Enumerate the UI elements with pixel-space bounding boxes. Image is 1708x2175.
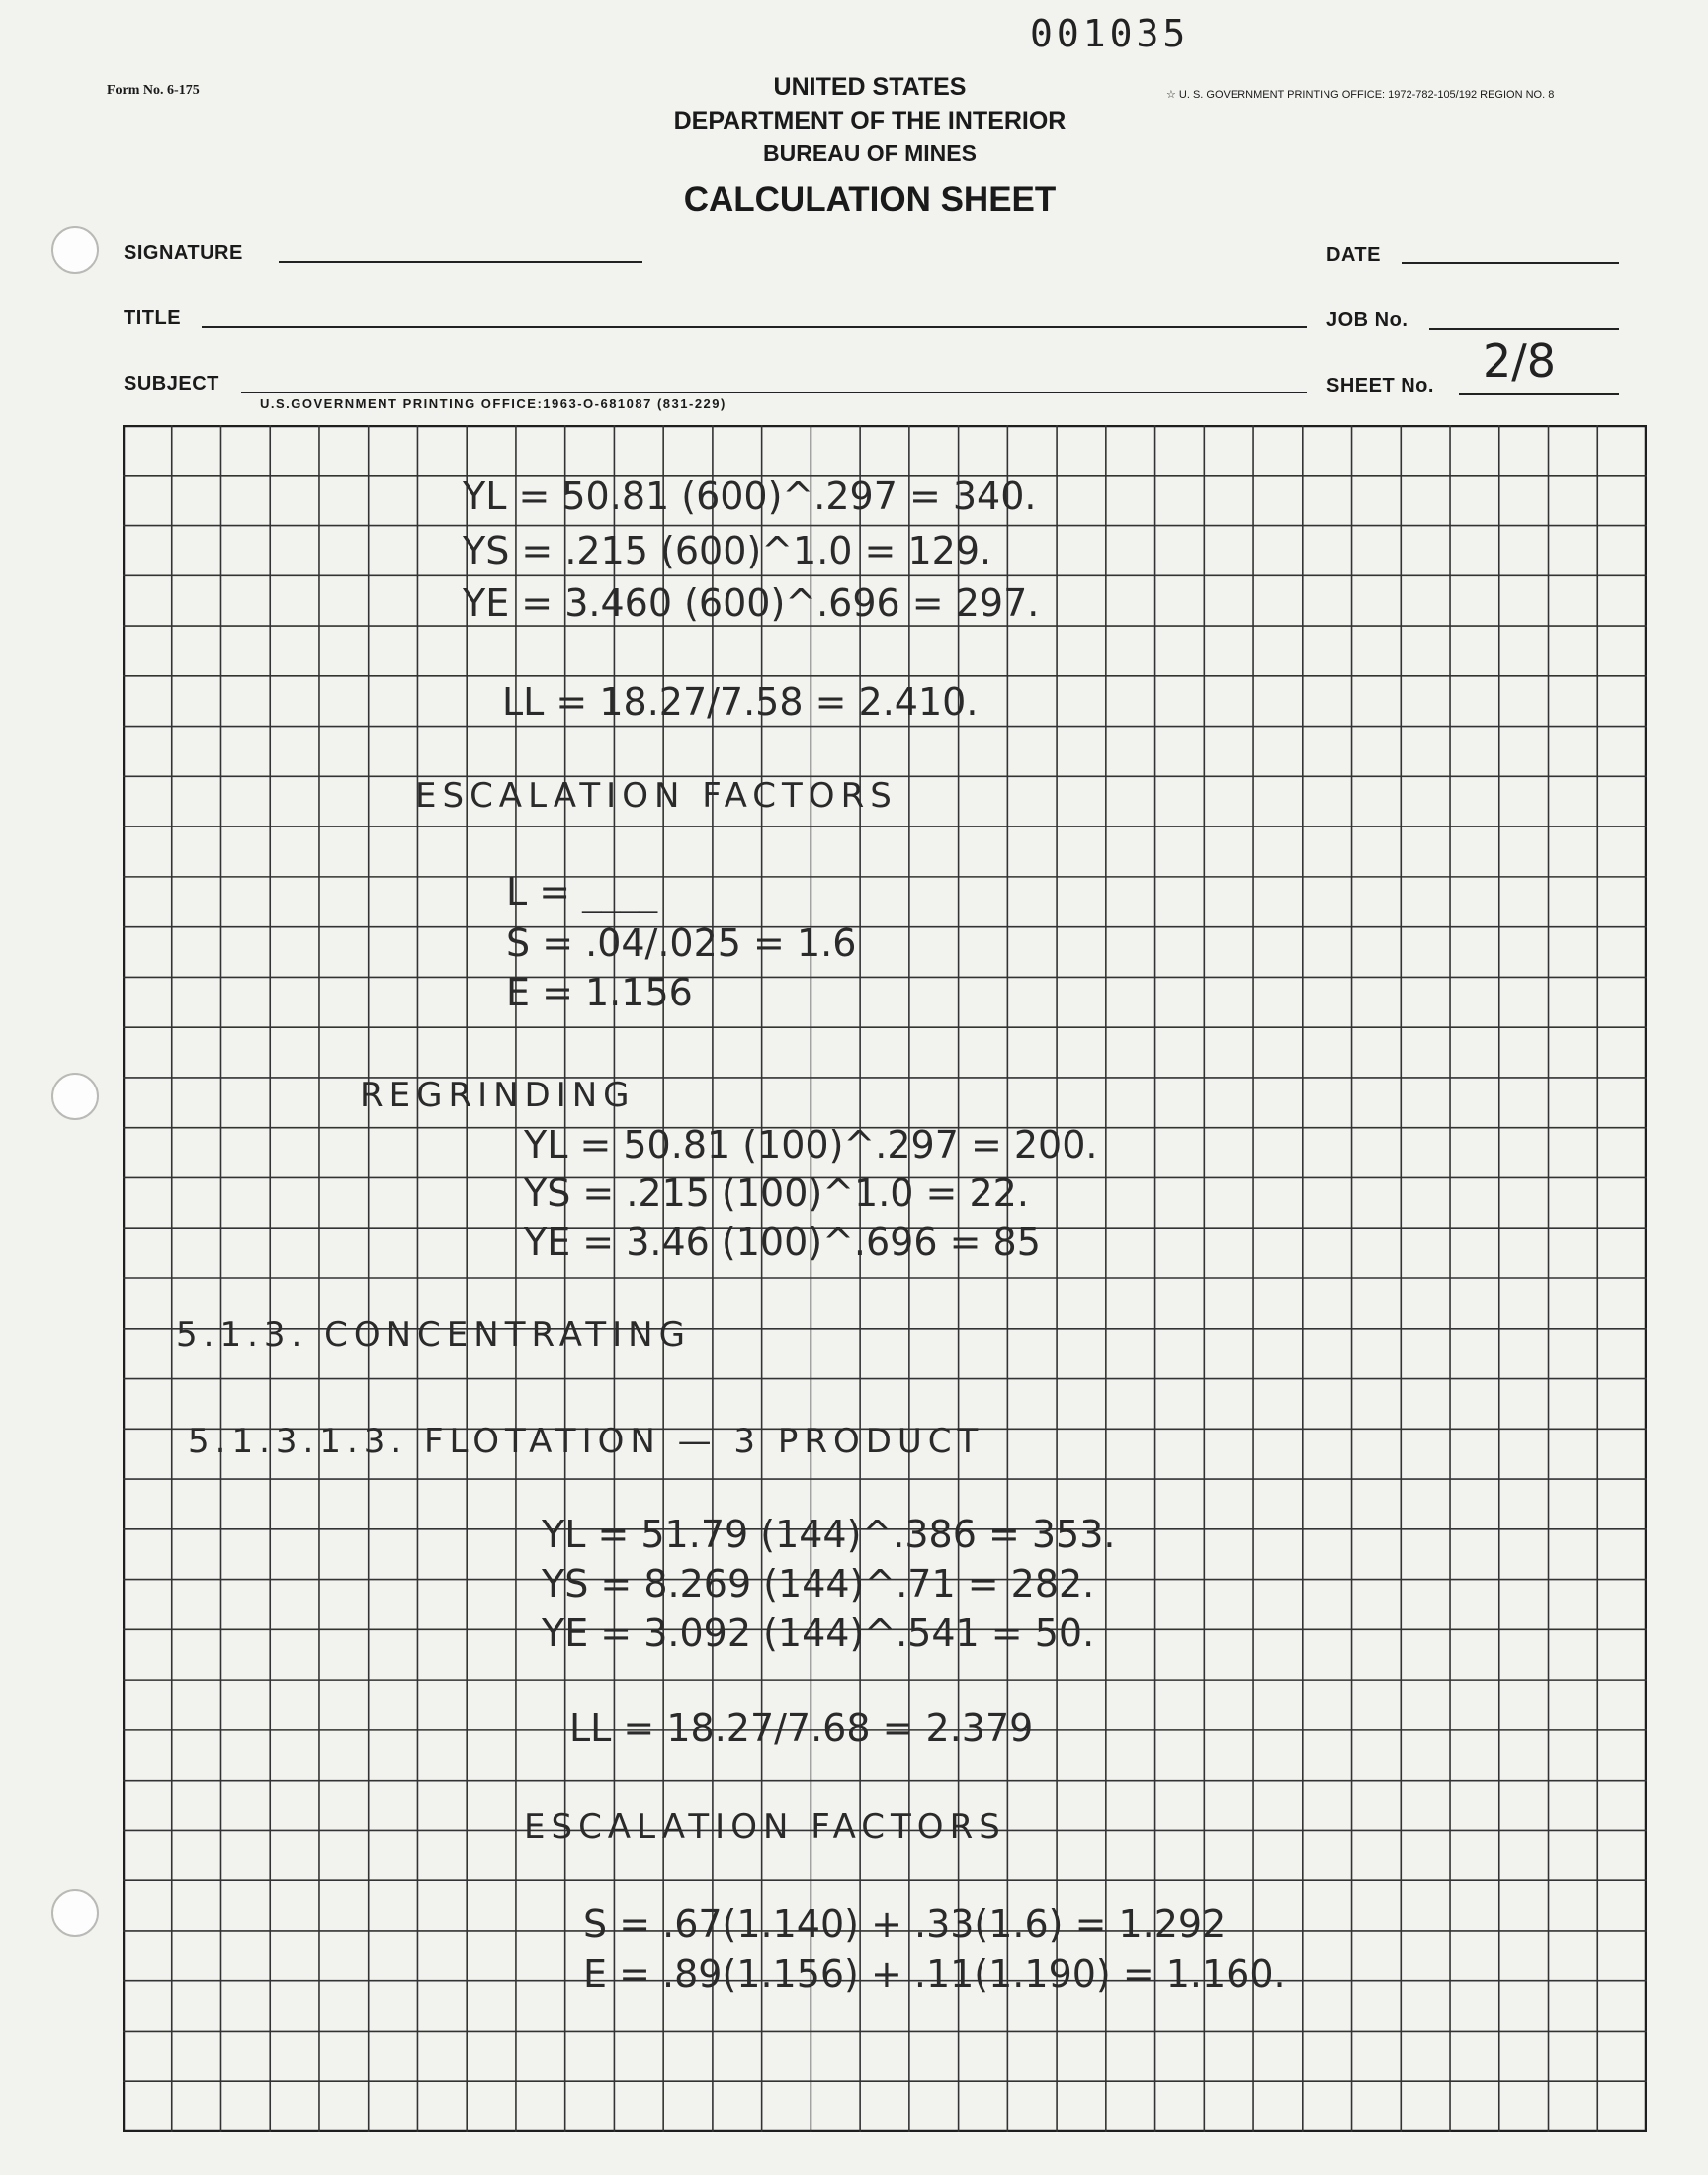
section-flotation: 5.1.3.1.3. FLOTATION — 3 PRODUCT bbox=[188, 1422, 984, 1461]
regrinding-ys-equation: YS = .215 (100)^1.0 = 22. bbox=[524, 1172, 1029, 1215]
regrinding-ye-equation: YE = 3.46 (100)^.696 = 85 bbox=[524, 1220, 1041, 1263]
header-united-states: UNITED STATES bbox=[773, 73, 967, 101]
grinding-ye-equation: YE = 3.460 (600)^.696 = 297. bbox=[463, 581, 1040, 625]
grinding-yl-equation: YL = 50.81 (600)^.297 = 340. bbox=[463, 475, 1037, 518]
escalation-l: L = ____ bbox=[506, 870, 658, 914]
gpo-under-subject: U.S.GOVERNMENT PRINTING OFFICE:1963-O-681087 (831-229) bbox=[260, 396, 726, 411]
sheet-no-label: SHEET No. bbox=[1326, 375, 1434, 396]
escalation-factors-heading-1: ESCALATION FACTORS bbox=[415, 776, 897, 816]
regrinding-heading: REGRINDING bbox=[360, 1076, 636, 1115]
flotation-ye-equation: YE = 3.092 (144)^.541 = 50. bbox=[542, 1611, 1095, 1655]
form-number: Form No. 6-175 bbox=[107, 83, 200, 98]
subject-line[interactable] bbox=[241, 392, 1307, 393]
signature-line[interactable] bbox=[279, 261, 642, 263]
escalation2-e: E = .89(1.156) + .11(1.190) = 1.160. bbox=[583, 1953, 1286, 1996]
title-label: TITLE bbox=[124, 307, 182, 329]
sheet-no-value: 2/8 bbox=[1483, 334, 1557, 388]
subject-label: SUBJECT bbox=[124, 373, 219, 394]
flotation-ll-equation: LL = 18.27/7.68 = 2.379 bbox=[569, 1706, 1034, 1750]
sheet-no-line[interactable] bbox=[1459, 393, 1619, 395]
serial-number: 001035 bbox=[1030, 12, 1190, 55]
gpo-top-right: ☆ U. S. GOVERNMENT PRINTING OFFICE: 1972-782-105/192 REGION NO. 8 bbox=[1166, 89, 1555, 101]
escalation-s: S = .04/.025 = 1.6 bbox=[506, 921, 857, 965]
escalation-factors-heading-2: ESCALATION FACTORS bbox=[524, 1807, 1006, 1847]
escalation2-s: S = .67(1.140) + .33(1.6) = 1.292 bbox=[583, 1902, 1227, 1946]
punch-hole-top bbox=[51, 226, 99, 274]
punch-hole-middle bbox=[51, 1073, 99, 1120]
regrinding-yl-equation: YL = 50.81 (100)^.297 = 200. bbox=[524, 1123, 1098, 1167]
header-department: DEPARTMENT OF THE INTERIOR bbox=[673, 107, 1067, 134]
flotation-ys-equation: YS = 8.269 (144)^.71 = 282. bbox=[542, 1562, 1095, 1606]
signature-label: SIGNATURE bbox=[124, 242, 243, 264]
grinding-ll-equation: LL = 18.27/7.58 = 2.410. bbox=[502, 680, 979, 724]
escalation-e: E = 1.156 bbox=[506, 971, 693, 1014]
date-line[interactable] bbox=[1402, 262, 1619, 264]
flotation-yl-equation: YL = 51.79 (144)^.386 = 353. bbox=[542, 1513, 1116, 1556]
punch-hole-bottom bbox=[51, 1889, 99, 1937]
section-concentrating: 5.1.3. CONCENTRATING bbox=[176, 1315, 691, 1354]
header-bureau: BUREAU OF MINES bbox=[763, 140, 977, 166]
date-label: DATE bbox=[1326, 244, 1381, 266]
sheet-title: CALCULATION SHEET bbox=[683, 180, 1057, 218]
job-no-label: JOB No. bbox=[1326, 309, 1409, 331]
title-line[interactable] bbox=[202, 326, 1307, 328]
grinding-ys-equation: YS = .215 (600)^1.0 = 129. bbox=[463, 529, 992, 572]
job-no-line[interactable] bbox=[1429, 328, 1619, 330]
